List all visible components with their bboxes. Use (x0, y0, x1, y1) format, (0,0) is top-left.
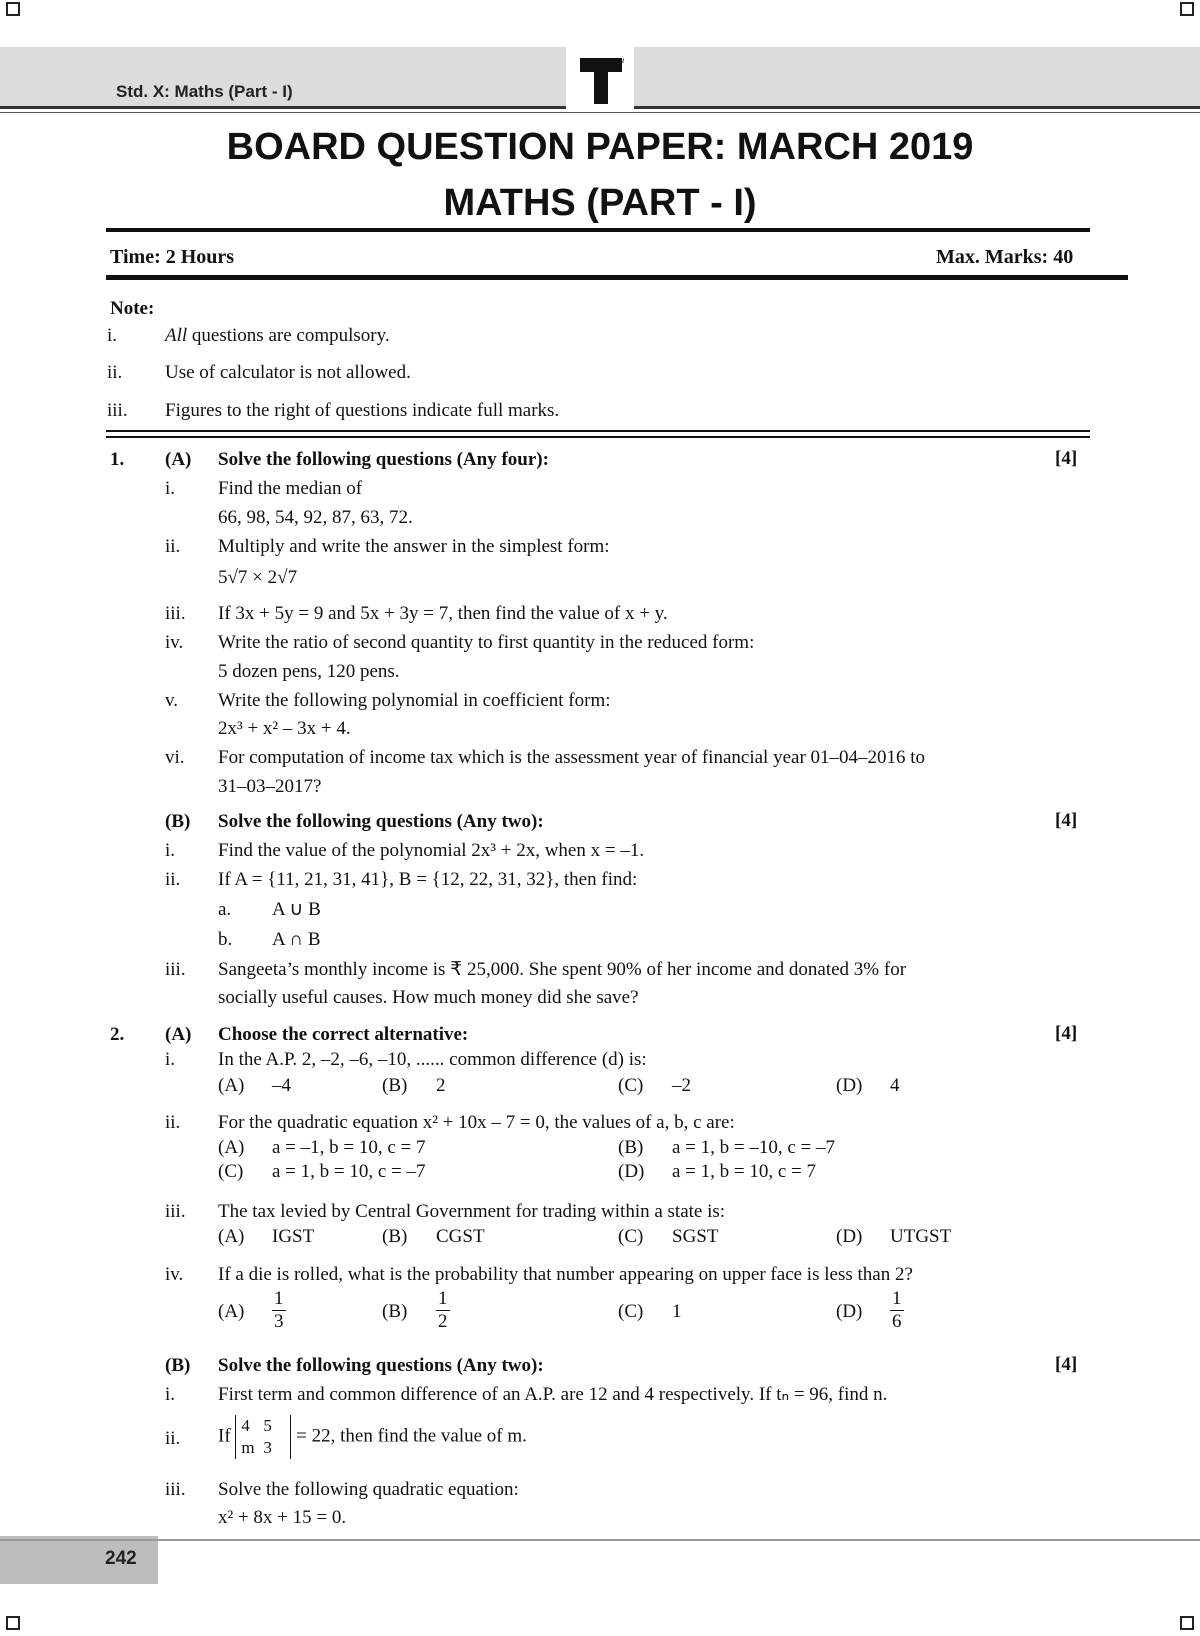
option-value: –4 (272, 1075, 291, 1096)
marks-badge: [4] (1055, 1023, 1078, 1044)
option-value: a = 1, b = 10, c = 7 (672, 1161, 817, 1182)
section-heading: Solve the following questions (Any two): (218, 811, 544, 832)
svg-text:TM: TM (616, 59, 624, 65)
marks-badge: [4] (1055, 810, 1078, 831)
question-text: For the quadratic equation x² + 10x – 7 = 0, the values of a, b, c are: (218, 1112, 735, 1133)
question-text: 66, 98, 54, 92, 87, 63, 72. (218, 507, 413, 528)
time-label: Time: 2 Hours (110, 246, 235, 268)
sub-num: i. (165, 840, 176, 861)
option-value: –2 (672, 1075, 691, 1096)
question-text: 5 dozen pens, 120 pens. (218, 661, 400, 682)
option-fraction: $\frac{1}{6}$ (892, 1288, 902, 1332)
option-label: (B) (618, 1137, 644, 1158)
sub-num: i. (165, 1384, 176, 1405)
question-text: Find the value of the polynomial 2x³ + 2x, when x = –1. (218, 840, 645, 861)
option-label: (A) (218, 1075, 245, 1096)
publisher-logo-icon (578, 54, 624, 113)
option-value: a = 1, b = 10, c = –7 (272, 1161, 426, 1182)
determinant-matrix: 4 5 m 3 (235, 1415, 291, 1459)
question-text: If a die is rolled, what is the probability that number appearing on upper face is less than 2? (218, 1264, 913, 1285)
sub-num: i. (165, 1049, 176, 1070)
math-expression: 5√7 × 2√7 (218, 567, 298, 588)
section-label: (B) (165, 811, 191, 832)
option-label: (D) (836, 1301, 863, 1322)
section-label: (A) (165, 449, 192, 470)
title-rule (106, 228, 1090, 232)
note-num: i. (107, 325, 118, 346)
option-label: (C) (618, 1226, 644, 1247)
option-value: CGST (436, 1226, 485, 1247)
header-subject: Std. X: Maths (Part - I) (116, 82, 293, 101)
option-label: (D) (836, 1226, 863, 1247)
question-text: socially useful causes. How much money did she save? (218, 987, 639, 1008)
note-num: iii. (107, 400, 128, 421)
page-title: BOARD QUESTION PAPER: MARCH 2019 (226, 126, 974, 168)
option-label: (C) (218, 1161, 244, 1182)
crop-mark-bottom-left (6, 1616, 20, 1630)
option-label: (C) (618, 1075, 644, 1096)
option-value: UTGST (890, 1226, 952, 1247)
sub-num: iii. (165, 959, 186, 980)
option-label: (B) (382, 1301, 408, 1322)
meta-rule (106, 275, 1128, 280)
sub-num: ii. (165, 1428, 181, 1449)
option-label: (B) (382, 1226, 408, 1247)
page-number: 242 (105, 1548, 137, 1569)
note-item: Use of calculator is not allowed. (165, 362, 411, 383)
sub-num: ii. (165, 869, 181, 890)
max-marks-label: Max. Marks: 40 (936, 246, 1074, 268)
crop-mark-top-right (1180, 2, 1194, 16)
question-text: Sangeeta’s monthly income is ₹ 25,000. She spent 90% of her income and donated 3% for (218, 959, 907, 980)
option-fraction: $\frac{1}{3}$ (274, 1288, 284, 1332)
option-value: 1 (672, 1301, 682, 1322)
option-fraction: $\frac{1}{2}$ (438, 1288, 448, 1332)
math-expression: 2x³ + x² – 3x + 4. (218, 718, 351, 739)
sub-sub-num: a. (218, 899, 232, 920)
section-label: (A) (165, 1024, 192, 1045)
section-heading: Solve the following questions (Any two): (218, 1355, 544, 1376)
option-value: IGST (272, 1226, 315, 1247)
question-text: Write the following polynomial in coefficient form: (218, 690, 611, 711)
question-text: First term and common difference of an A.P. are 12 and 4 respectively. If tₙ = 96, find n. (218, 1384, 888, 1405)
set-expression: A ∪ B (272, 899, 321, 920)
crop-mark-top-left (6, 2, 20, 16)
option-label: (B) (382, 1075, 408, 1096)
sub-num: iii. (165, 603, 186, 624)
note-rule-top (106, 430, 1090, 432)
determinant-question: If 4 5 m 3 = 22, then find the value of m. (218, 1416, 527, 1457)
note-num: ii. (107, 362, 123, 383)
set-expression: A ∩ B (272, 929, 321, 950)
option-value: 4 (890, 1075, 900, 1096)
marks-badge: [4] (1055, 448, 1078, 469)
question-text: Multiply and write the answer in the simplest form: (218, 536, 610, 557)
question-number: 2. (110, 1024, 125, 1045)
page-subtitle: MATHS (PART - I) (443, 182, 757, 224)
note-item: Figures to the right of questions indicate full marks. (165, 400, 560, 421)
sub-num: v. (165, 690, 179, 711)
option-value: a = 1, b = –10, c = –7 (672, 1137, 836, 1158)
sub-num: vi. (165, 747, 185, 768)
option-value: a = –1, b = 10, c = 7 (272, 1137, 426, 1158)
note-emphasis: All (165, 325, 188, 346)
option-value: SGST (672, 1226, 719, 1247)
question-text: If 3x + 5y = 9 and 5x + 3y = 7, then find the value of x + y. (218, 603, 668, 624)
option-label: (A) (218, 1137, 245, 1158)
question-text: In the A.P. 2, –2, –6, –10, ...... common difference (d) is: (218, 1049, 647, 1070)
sub-num: i. (165, 478, 176, 499)
option-label: (A) (218, 1301, 245, 1322)
note-item: All questions are compulsory. (165, 325, 390, 346)
option-label: (D) (618, 1161, 645, 1182)
footer-rule (0, 1539, 1200, 1541)
crop-mark-bottom-right (1180, 1616, 1194, 1630)
sub-num: iii. (165, 1479, 186, 1500)
question-text: Write the ratio of second quantity to first quantity in the reduced form: (218, 632, 755, 653)
question-text: Find the median of (218, 478, 363, 499)
option-value: 2 (436, 1075, 446, 1096)
question-text: If A = {11, 21, 31, 41}, B = {12, 22, 31, 32}, then find: (218, 869, 638, 890)
question-text: The tax levied by Central Government for trading within a state is: (218, 1201, 726, 1222)
sub-sub-num: b. (218, 929, 233, 950)
question-text: For computation of income tax which is the assessment year of financial year 01–04–2016 to (218, 747, 926, 768)
option-label: (A) (218, 1226, 245, 1247)
section-heading: Choose the correct alternative: (218, 1024, 469, 1045)
question-text: 31–03–2017? (218, 776, 322, 797)
option-label: (C) (618, 1301, 644, 1322)
sub-num: iii. (165, 1201, 186, 1222)
question-text: Solve the following quadratic equation: (218, 1479, 519, 1500)
math-expression: x² + 8x + 15 = 0. (218, 1507, 347, 1528)
option-label: (D) (836, 1075, 863, 1096)
marks-badge: [4] (1055, 1354, 1078, 1375)
note-heading: Note: (110, 298, 155, 319)
sub-num: ii. (165, 536, 181, 557)
note-rule-bottom (106, 436, 1090, 438)
section-heading: Solve the following questions (Any four): (218, 449, 549, 470)
sub-num: iv. (165, 632, 184, 653)
question-number: 1. (110, 449, 125, 470)
sub-num: iv. (165, 1264, 184, 1285)
sub-num: ii. (165, 1112, 181, 1133)
section-label: (B) (165, 1355, 191, 1376)
